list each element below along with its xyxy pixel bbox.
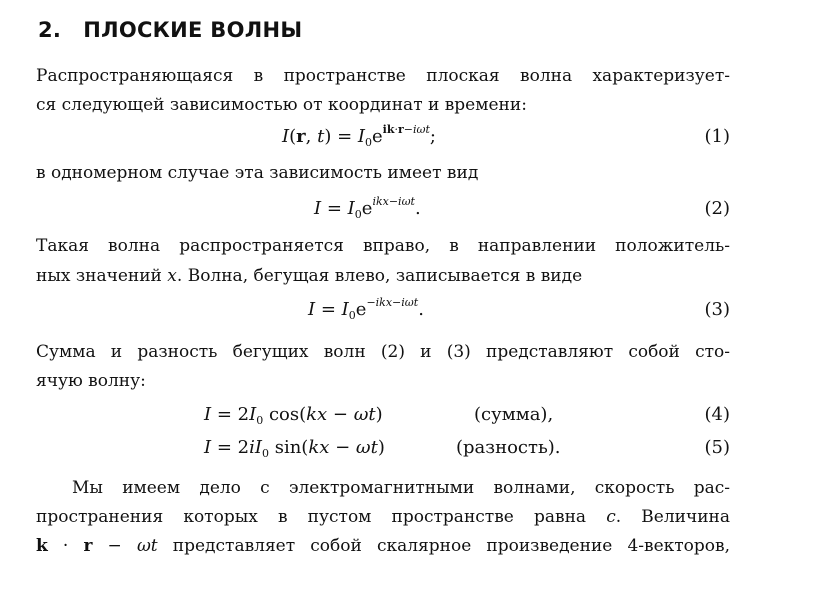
equation-4-formula: $I = 2I_0$ cos(kx − ωt) — [204, 404, 383, 427]
paragraph-5-line-1: Мы имеем дело с электромагнитными волнами, скорость рас- — [72, 478, 730, 498]
paragraph-3-line-2-start: ных значений — [36, 266, 162, 286]
paragraph-5-line-2 — [36, 507, 730, 527]
paragraph-5-line-2-end: . Величина — [615, 507, 731, 527]
equation-3 — [36, 297, 730, 323]
paragraph-1-line-2: ся следующей зависимостью от координат и времени: — [36, 95, 527, 115]
paragraph-3-line-1: Такая волна распространяется вправо, в направлении положитель- — [36, 236, 730, 256]
paragraph-3-line-2-end: . Волна, бегущая влево, записывается в виде — [176, 266, 583, 286]
variable-c: c — [606, 507, 616, 527]
equation-1-formula: I(r, $t) = I_0e^{ik\cdot r-i\omega t}$; — [282, 123, 436, 149]
equation-3-formula: $I = I_0e^{-ikx-i\omega t}$. — [308, 296, 424, 322]
paragraph-5-line-2-start: пространения которых в пустом пространстве равна — [36, 507, 587, 527]
equation-4 — [36, 402, 730, 428]
equation-1 — [36, 124, 730, 150]
equation-1-number: (1) — [704, 126, 730, 147]
variable-x: x — [167, 266, 177, 286]
equation-3-number: (3) — [704, 299, 730, 320]
section-number: 2. — [38, 18, 62, 42]
paragraph-4-line-1: Сумма и разность бегущих волн (2) и (3) представляют собой сто- — [36, 342, 730, 362]
section-heading — [38, 18, 302, 42]
paragraph-3-line-2 — [36, 266, 730, 286]
equation-5 — [36, 435, 730, 461]
paragraph-2-line-1: в одномерном случае эта зависимость имеет вид — [36, 163, 479, 183]
section-title: ПЛОСКИЕ ВОЛНЫ — [83, 18, 303, 42]
equation-5-note: (разность). — [456, 437, 561, 458]
equation-5-formula: $I = 2iI_0$ sin(kx − ωt) — [204, 437, 385, 460]
equation-4-note: (сумма), — [474, 404, 554, 425]
equation-4-number: (4) — [704, 404, 730, 425]
paragraph-5-line-3 — [36, 536, 730, 556]
paragraph-5-line-3-end: представляет собой скалярное произведение 4-векторов, — [172, 536, 731, 556]
equation-2-formula: $I = I_0e^{ikx-i\omega t}$. — [314, 195, 421, 221]
equation-2 — [36, 196, 730, 222]
paragraph-1-line-1: Распространяющаяся в пространстве плоская волна характеризует- — [36, 66, 730, 86]
equation-5-number: (5) — [704, 437, 730, 458]
inline-formula-k-dot-r: k · r − ωt — [36, 536, 158, 556]
paragraph-4-line-2: ячую волну: — [36, 371, 146, 391]
equation-2-number: (2) — [704, 198, 730, 219]
